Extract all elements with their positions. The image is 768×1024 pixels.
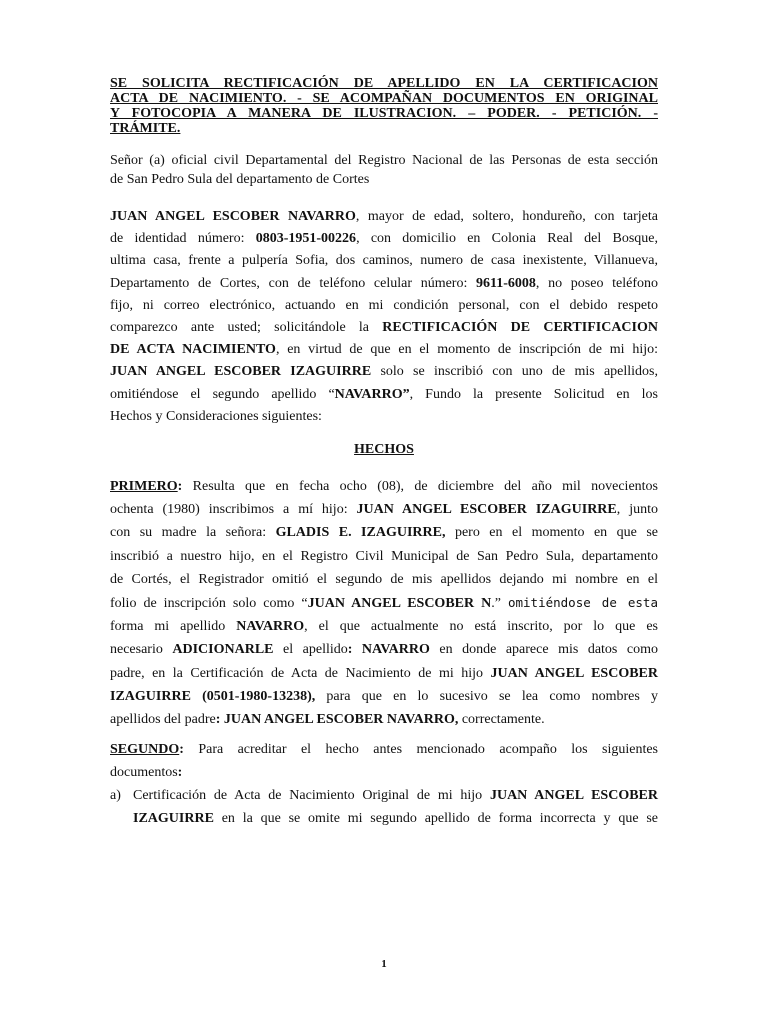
text-run: para que en lo sucesivo se lea como nombres y [315, 688, 659, 704]
text-run: , el que actualmente no está inscrito, por lo que es [304, 619, 658, 635]
section-heading: HECHOS [354, 442, 414, 457]
text-run: Departamento de Cortes, con de teléfono celular número: [110, 275, 477, 291]
text-run: solo se inscribió con uno de mis apellidos, [371, 364, 658, 380]
text-run: documentos [110, 765, 178, 781]
text-run: folio de inscripción solo como “ [110, 596, 308, 612]
text-run: omitiéndose el segundo apellido “ [110, 386, 335, 402]
mother-name: GLADIS E. IZAGUIRRE, [275, 525, 446, 541]
text-run: en la que se omite mi segundo apellido de forma incorrecta y que se [213, 811, 658, 827]
text-run: , mayor de edad, soltero, hondureño, con tarjeta [355, 209, 658, 224]
text-run: , Fundo la presente Solicitud en los [409, 386, 658, 402]
text-run: Certificación de Acta de Nacimiento Original de mi hijo [133, 788, 490, 803]
address-line: Señor (a) oficial civil Departamental del Registro Nacional de las Personas de esta sección [110, 153, 658, 168]
title-line: TRÁMITE. [110, 121, 181, 136]
section-label: PRIMERO [110, 479, 178, 494]
text-run: ochenta (1980) inscribimos a mí hijo: [110, 502, 357, 518]
section-label: SEGUNDO [110, 742, 180, 757]
primero-paragraph [110, 475, 658, 731]
page-number: 1 [381, 958, 387, 970]
text-run: apellidos del padre [110, 712, 216, 728]
text-run: necesario [110, 642, 173, 658]
title-line: ACTA DE NACIMIENTO. - SE ACOMPAÑAN DOCUMENTOS EN ORIGINAL [110, 91, 658, 106]
text-run: fijo, ni correo electrónico, actuando en mi condición personal, con el debido respeto [110, 297, 658, 313]
add-keyword: ADICIONARLE [172, 642, 274, 658]
id-number: 0803-1951-00226 [255, 231, 357, 247]
text-run: en donde aparece mis datos como [429, 642, 658, 658]
text-run: correctamente. [458, 712, 545, 728]
text-run: , con domicilio en Colonia Real del Bosque, [356, 231, 659, 247]
title-line: SE SOLICITA RECTIFICACIÓN DE APELLIDO EN LA CERTIFICACION [110, 76, 658, 91]
text-run: pero en el momento en que se [445, 525, 658, 541]
son-name: JUAN ANGEL ESCOBER IZAGUIRRE [110, 364, 372, 380]
text-run: de Cortés, el Registrador omitió el segundo de mis apellidos dejando mi nombre en el [110, 571, 658, 587]
text-run: .” [491, 596, 508, 612]
text-run: : [179, 742, 184, 757]
full-name: : JUAN ANGEL ESCOBER NAVARRO, [215, 712, 459, 728]
son-name: JUAN ANGEL ESCOBER IZAGUIRRE [356, 502, 617, 518]
address-paragraph [110, 151, 658, 189]
address-line: de San Pedro Sula del departamento de Cortes [110, 172, 370, 187]
surname: : NAVARRO [347, 642, 430, 658]
text-run: forma mi apellido [110, 619, 237, 635]
title-line: Y FOTOCOPIA A MANERA DE ILUSTRACION. – PODER. - PETICIÓN. - [110, 106, 658, 121]
text-run: , no poseo teléfono [535, 275, 658, 291]
son-name: IZAGUIRRE [133, 811, 214, 827]
surname: NAVARRO [236, 619, 305, 635]
text-run: comparezco ante usted; solicitándole la [110, 320, 383, 336]
son-name: IZAGUIRRE (0501-1980-13238), [110, 688, 316, 704]
request-text: RECTIFICACIÓN DE CERTIFICACION [382, 320, 658, 336]
text-run: : [177, 479, 183, 494]
text-run: inscribió a nuestro hijo, en el Registro Civil Municipal de San Pedro Sula, departamento [110, 548, 658, 564]
document-title [110, 76, 658, 136]
intro-paragraph [110, 206, 658, 428]
registered-name: JUAN ANGEL ESCOBER N [307, 596, 492, 612]
son-name: JUAN ANGEL ESCOBER [489, 788, 659, 803]
text-run: , en virtud de que en el momento de inscripción de mi hijo: [275, 342, 658, 358]
text-run: ultima casa, frente a pulpería Sofia, dos caminos, numero de casa inexistente, Villanueva, [110, 253, 658, 269]
text-run: de identidad número: [110, 231, 256, 247]
text-run: el apellido [273, 642, 348, 658]
text-run: : [177, 765, 183, 781]
request-text: DE ACTA NACIMIENTO [110, 342, 276, 358]
text-run: padre, en la Certificación de Acta de Nacimiento de mi hijo [110, 665, 491, 681]
text-run: con su madre la señora: [110, 525, 276, 541]
petitioner-name: JUAN ANGEL ESCOBER NAVARRO [110, 209, 356, 224]
list-marker: a) [110, 788, 121, 803]
son-name: JUAN ANGEL ESCOBER [490, 665, 658, 681]
surname: NAVARRO” [334, 386, 410, 402]
text-run: , junto [616, 502, 658, 518]
phone-number: 9611-6008 [476, 275, 536, 291]
list-item [133, 784, 658, 830]
text-run: Resulta que en fecha ocho (08), de diciembre del año mil novecientos [182, 479, 658, 494]
text-run: omitiéndose de esta [507, 595, 658, 611]
text-run: Para acreditar el hecho antes mencionado acompaño los siguientes [183, 742, 658, 757]
text-run: Hechos y Consideraciones siguientes: [110, 408, 322, 424]
segundo-paragraph [110, 738, 658, 784]
